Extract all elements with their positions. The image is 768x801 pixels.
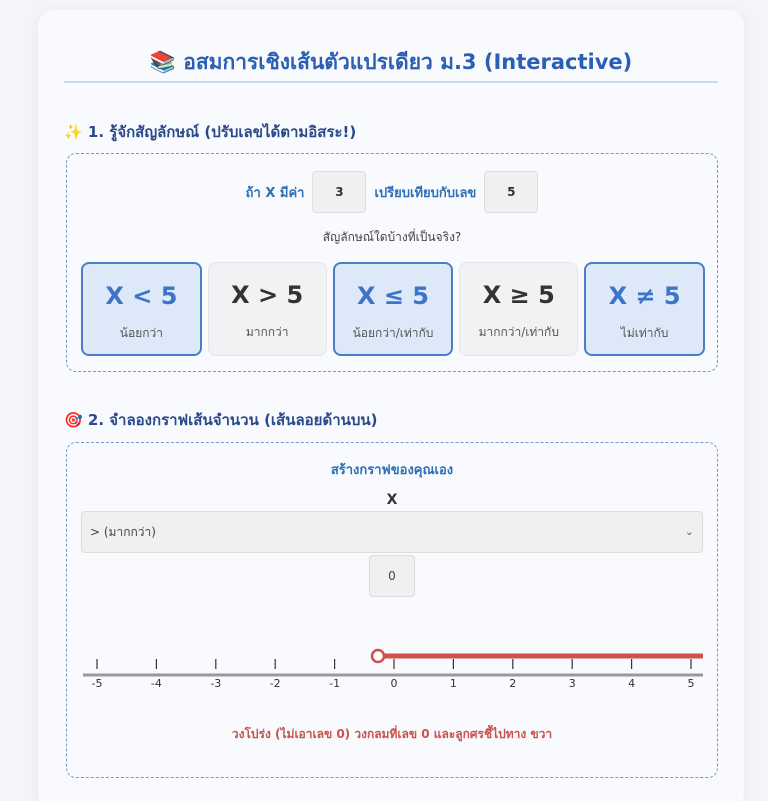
compare-row (67, 170, 717, 214)
title-divider (64, 81, 718, 83)
symbol-card[interactable] (208, 262, 327, 356)
symbol-text: X < 5 (105, 282, 178, 310)
compare-label: เปรียบเทียบกับเลข (374, 185, 477, 201)
graph-value-input[interactable] (369, 555, 415, 597)
symbol-box (66, 153, 718, 372)
graph-box (66, 442, 718, 778)
section2-heading: 🎯 2. จำลองกราฟเส้นจำนวน (เส้นลอยด้านบน) (64, 411, 378, 429)
symbol-card[interactable] (459, 262, 578, 356)
tick-label: -4 (150, 677, 162, 689)
symbol-desc: ไม่เท่ากับ (620, 326, 669, 340)
section1-heading: ✨ 1. รู้จักสัญลักษณ์ (ปรับเลขได้ตามอิสระ!) (64, 123, 357, 141)
operator-selected: > (มากกว่า) (90, 524, 156, 539)
symbol-card[interactable] (81, 262, 202, 356)
tick-label: 3 (568, 677, 576, 689)
x-value-input[interactable] (312, 171, 366, 213)
tick-label: 2 (509, 677, 517, 689)
symbol-desc: มากกว่า (245, 325, 289, 339)
x-value-label: ถ้า X มีค่า (245, 185, 305, 201)
graph-point[interactable] (372, 650, 384, 662)
operator-select[interactable] (81, 511, 703, 553)
tick-label: 1 (449, 677, 457, 689)
tick-label: 5 (687, 677, 695, 689)
symbol-card[interactable] (584, 262, 705, 356)
tick-label: 0 (390, 677, 398, 689)
graph-explanation: วงโปร่ง (ไม่เอาเลข 0) วงกลมที่เลข 0 และลูกศรชี้ไปทาง ขวา (231, 727, 553, 741)
tick-label: -1 (329, 677, 341, 689)
tick-label: -2 (269, 677, 281, 689)
symbol-text: X ≤ 5 (356, 282, 429, 310)
chevron-down-icon: ⌄ (684, 525, 694, 538)
tick-label: -3 (210, 677, 222, 689)
symbol-text: X ≥ 5 (482, 281, 555, 309)
tick-label: 4 (628, 677, 636, 689)
symbol-desc: น้อยกว่า/เท่ากับ (352, 326, 434, 340)
symbol-cards (81, 262, 705, 356)
compare-value-input[interactable] (484, 171, 538, 213)
graph-title: สร้างกราฟของคุณเอง (330, 463, 454, 478)
page-title: 📚 อสมการเชิงเส้นตัวแปรเดียว ม.3 (Interactive) (149, 50, 633, 74)
symbol-card[interactable] (333, 262, 454, 356)
symbol-desc: น้อยกว่า (119, 326, 163, 340)
symbol-desc: มากกว่า/เท่ากับ (478, 325, 559, 339)
symbol-text: X ≠ 5 (608, 282, 681, 310)
variable-label: X (386, 492, 398, 508)
main-card (38, 10, 744, 801)
question-text: สัญลักษณ์ใดบ้างที่เป็นจริง? (322, 230, 462, 244)
number-line (67, 629, 719, 689)
symbol-text: X > 5 (231, 281, 304, 309)
tick-label: -5 (91, 677, 103, 689)
